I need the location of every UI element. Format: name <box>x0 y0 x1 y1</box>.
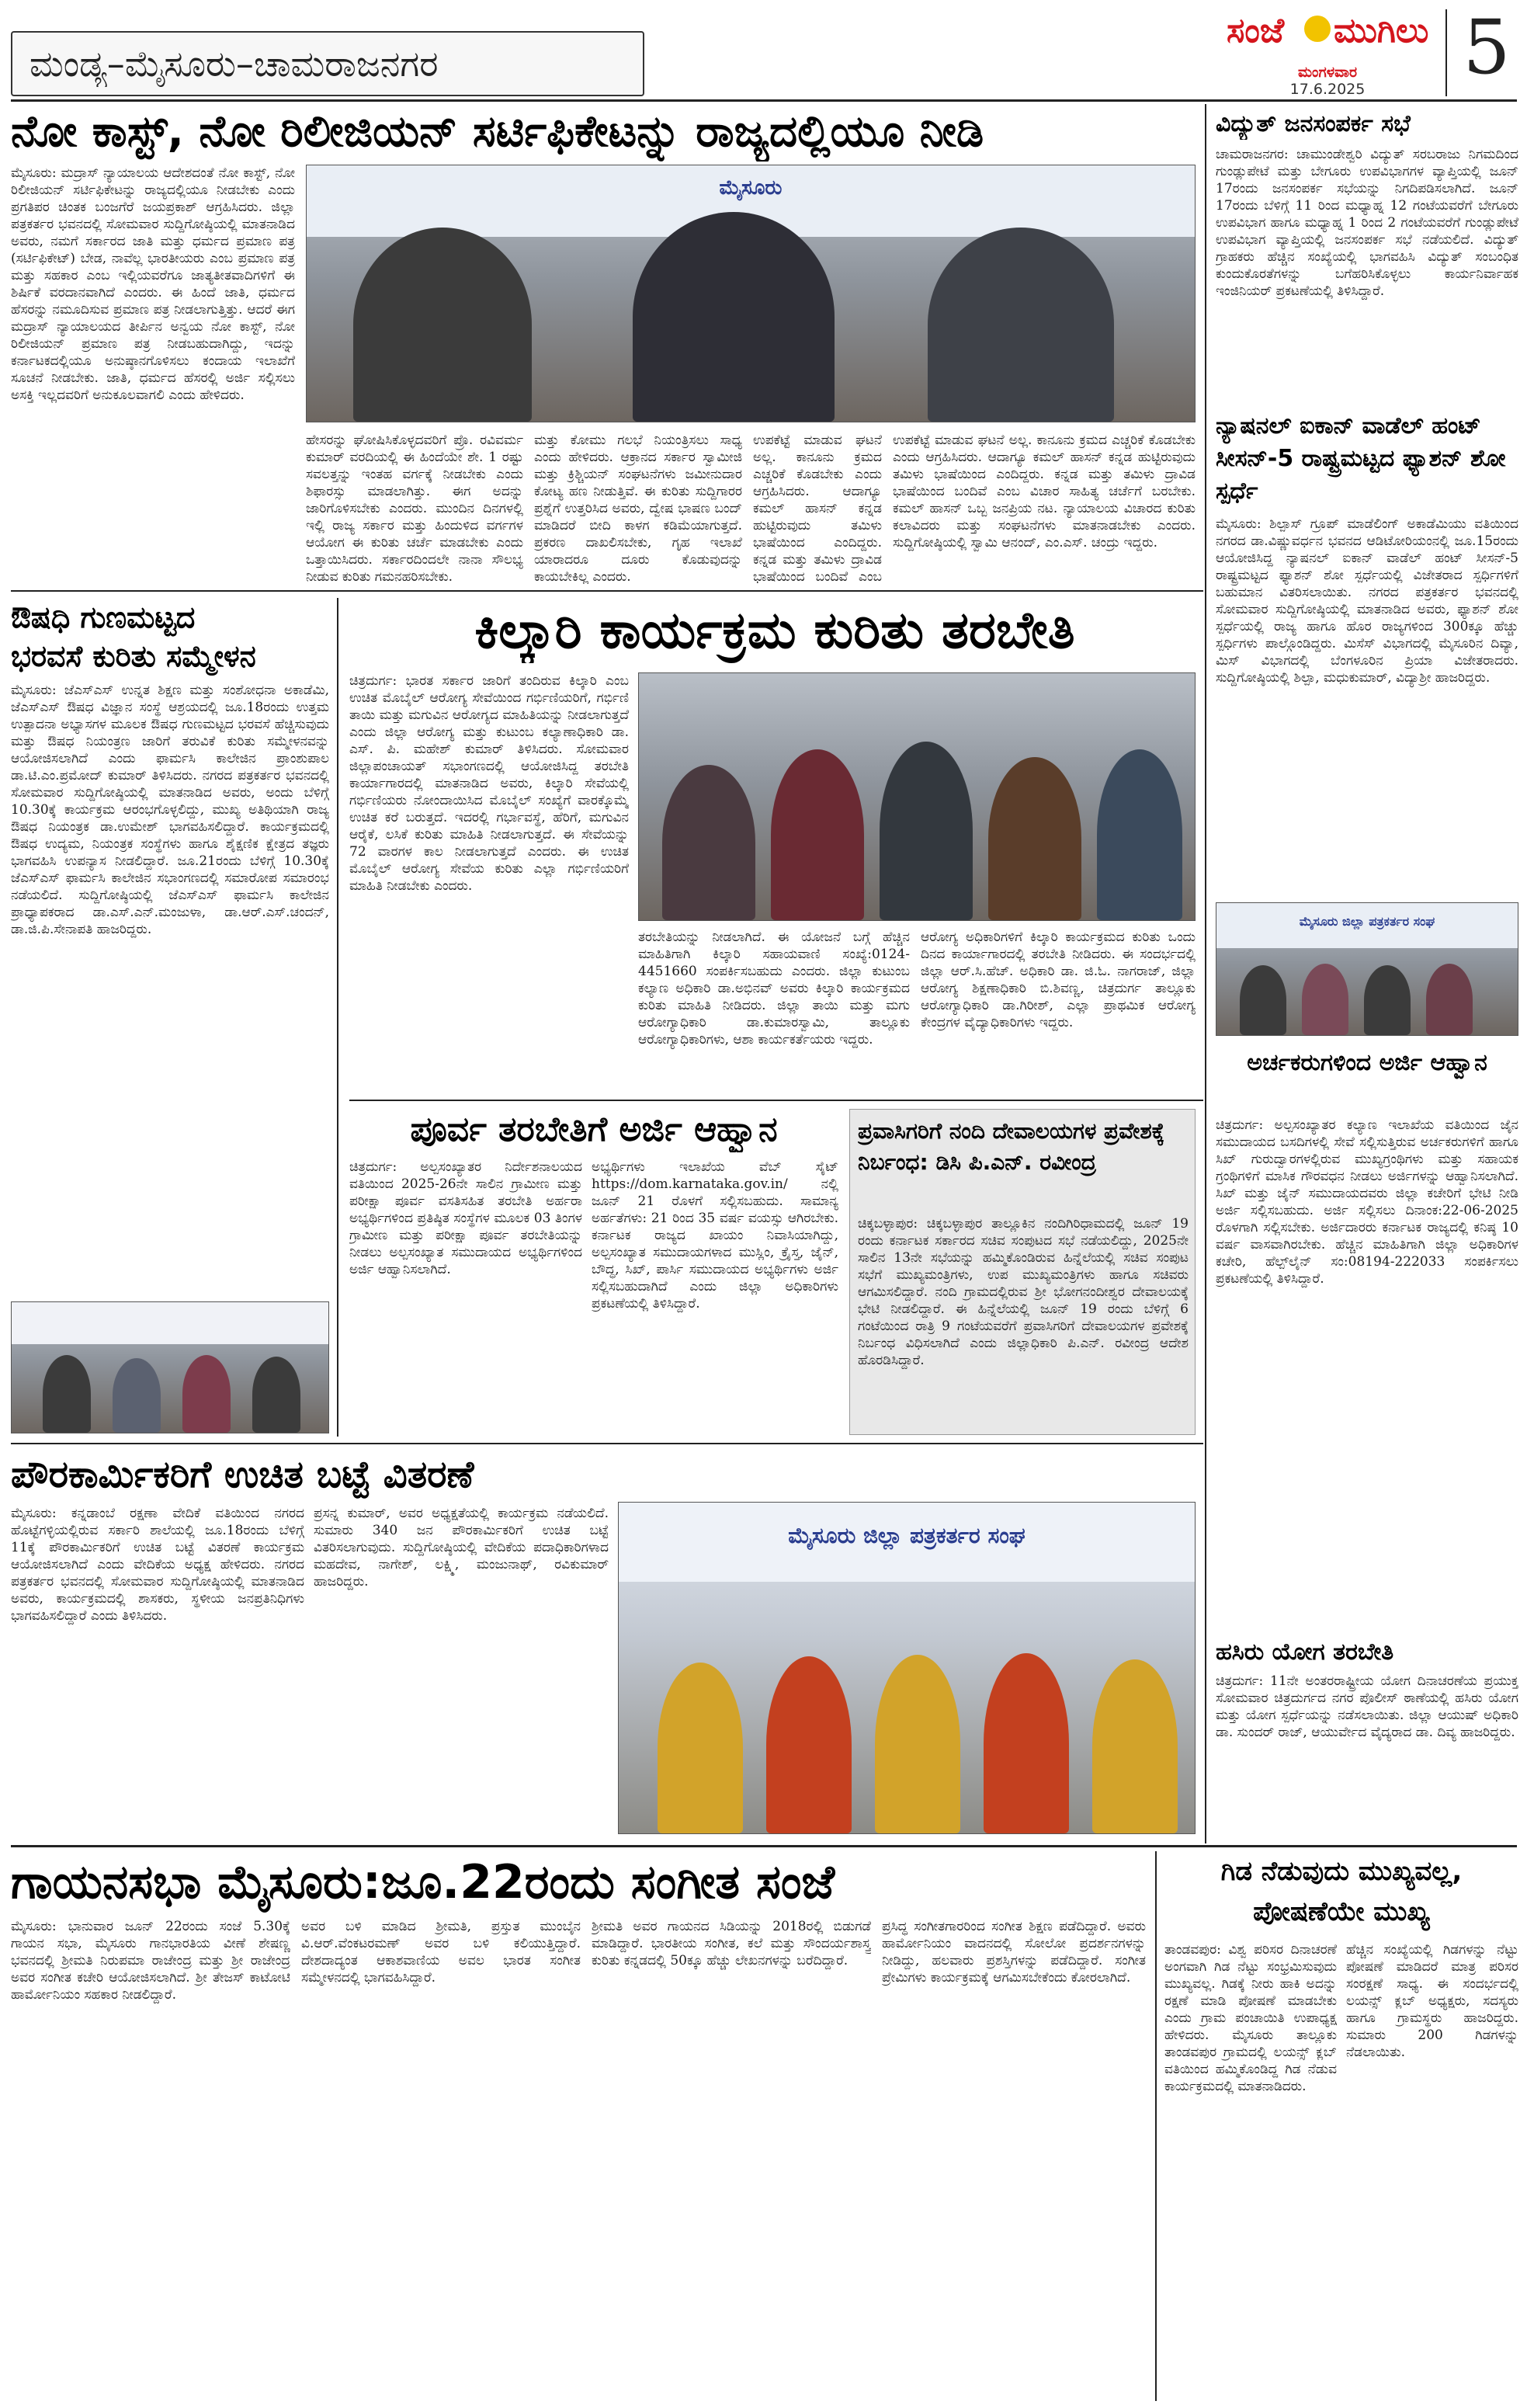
right-photo <box>1216 902 1518 1036</box>
story8-col2: ಹೆಚ್ಚಿನ ಸಂಖ್ಯೆಯಲ್ಲಿ ಗಿಡಗಳನ್ನು ನೆಟ್ಟು ಪೋಷಣೆ ಮಾಡಿದರೆ ಮಾತ್ರ ಪರಿಸರ ಸಂರಕ್ಷಣೆ ಸಾಧ್ಯ. ಈ ಸಂದರ್ಭದಲ್ಲಿ ಲಯನ್ಸ್ ಕ್ಲಬ್ ಅಧ್ಯಕ್ಷರು, ಸದಸ್ಯರು ಹಾಗೂ ಗ್ರಾಮಸ್ಥರು ಹಾಜರಿದ್ದರು. ಸುಮಾರು 200 ಗಿಡಗಳನ್ನು ನೆಡಲಾಯಿತು. <box>1346 1942 1518 2060</box>
right-column-rule <box>1205 104 1206 1843</box>
story4-bottom-rule <box>11 1443 1203 1444</box>
story6-photo <box>618 1502 1196 1834</box>
story6-photo-banner: ಮೈಸೂರು ಜಿಲ್ಲಾ ಪತ್ರಕರ್ತರ ಸಂಘ <box>788 1523 1026 1548</box>
right-story-a-title: ವಿದ್ಯುತ್ ಜನಸಂಪರ್ಕ ಸಭೆ <box>1216 110 1411 137</box>
story6-bottom-rule <box>11 1845 1517 1847</box>
story7-col2: ಅವರ ಬಳಿ ಮಾಡಿದ ಶ್ರೀಮತಿ, ಪ್ರಸ್ತುತ ಮುಂಬೈನ ವಿ.ಆರ್.ವೆಂಕಟರಮಣ್ ಅವರ ಬಳಿ ಕಲಿಯುತ್ತಿದ್ದಾರೆ. ದೇಶದಾದ್ಯಂತ ಆಕಾಶವಾಣಿಯ ಅವಲ ಭಾರತ ಸಂಗೀತ ಸಮ್ಮೇಳನದಲ್ಲಿ ಭಾಗವಹಿಸಿದ್ದಾರೆ. <box>301 1919 581 1986</box>
story3-rule <box>349 1100 1203 1101</box>
section-title: ಮಂಡ್ಯ–ಮೈಸೂರು–ಚಾಮರಾಜನಗರ <box>29 43 439 85</box>
right-story-d-body: ಚಿತ್ರದುರ್ಗ: 11ನೇ ಅಂತರರಾಷ್ಟ್ರೀಯ ಯೋಗ ದಿನಾಚರಣೆಯ ಪ್ರಯುಕ್ತ ಸೋಮವಾರ ಚಿತ್ರದುರ್ಗದ ನಗರ ಪೊಲೀಸ್ ಠಾಣೆಯಲ್ಲಿ ಹಸಿರು ಯೋಗ ಮತ್ತು ಯೋಗ ಸ್ಪರ್ಧೆಯನ್ನು ನಡೆಸಲಾಯಿತು. ಜಿಲ್ಲಾ ಆಯುಷ್ ಅಧಿಕಾರಿ ಡಾ. ಸುಂದರ್ ರಾಜ್, ಆಯುರ್ವೇದ ವೈದ್ಯರಾದ ಡಾ. ದಿವ್ಯ ಹಾಜರಿದ್ದರು. <box>1216 1673 1518 1740</box>
right-photo-banner: ಮೈಸೂರು ಜಿಲ್ಲಾ ಪತ್ರಕರ್ತರ ಸಂಘ <box>1299 914 1435 929</box>
story3-photo <box>638 672 1196 921</box>
brand-left: ಸಂಜೆ <box>1227 11 1285 50</box>
masthead-divider <box>1445 9 1447 96</box>
story2-photo <box>11 1301 329 1433</box>
story2-title-1: ಔಷಧಿ ಗುಣಮಟ್ಟದ <box>11 600 196 634</box>
story3-col2: ತರಬೇತಿಯನ್ನು ನೀಡಲಾಗಿದೆ. ಈ ಯೋಜನೆ ಬಗ್ಗೆ ಹೆಚ್ಚಿನ ಮಾಹಿತಿಗಾಗಿ ಕಿಲ್ಕಾರಿ ಸಹಾಯವಾಣಿ ಸಂಖ್ಯೆ:0124-4451660 ಸಂಪರ್ಕಿಸಬಹುದು ಎಂದರು. ಜಿಲ್ಲಾ ಕುಟುಂಬ ಕಲ್ಯಾಣ ಅಧಿಕಾರಿ ಡಾ.ಅಭಿನವ್ ಅವರು ಕಿಲ್ಕಾರಿ ಕಾರ್ಯಕ್ರಮದ ಕುರಿತು ಮಾಹಿತಿ ನೀಡಿದರು. ಜಿಲ್ಲಾ ತಾಯಿ ಮತ್ತು ಮಗು ಆರೋಗ್ಯಾಧಿಕಾರಿ ಡಾ.ಕುಮಾರಸ್ವಾಮಿ, ತಾಲ್ಲೂಕು ಆರೋಗ್ಯಾಧಿಕಾರಿಗಳು, ಆಶಾ ಕಾರ್ಯಕರ್ತೆಯರು ಇದ್ದರು. <box>638 929 910 1048</box>
masthead <box>0 0 1527 101</box>
right-story-b-body: ಮೈಸೂರು: ಶಿಲ್ಪಾಸ್ ಗ್ರೂಪ್ ಮಾಡೆಲಿಂಗ್ ಅಕಾಡೆಮಿಯು ವತಿಯಿಂದ ನಗರದ ಡಾ.ವಿಷ್ಣುವರ್ಧನ ಭವನದ ಆಡಿಟೋರಿಯಂನಲ್ಲಿ ಜೂ.15ರಂದು ಆಯೋಜಿಸಿದ್ದ ನ್ಯಾಷನಲ್ ಐಕಾನ್ ವಾಡೆಲ್ ಹಂಟ್ ಸೀಸನ್-5 ರಾಷ್ಟ್ರಮಟ್ಟದ ಫ್ಯಾಶನ್ ಶೋ ಸ್ಪರ್ಧೆಯಲ್ಲಿ ವಿಜೇತರಾದ ಸ್ಪರ್ಧಿಗಳಿಗೆ ಬಹುಮಾನ ವಿತರಿಸಲಾಯಿತು. ನಗರದ ಪತ್ರಕರ್ತರ ಭವನದಲ್ಲಿ ಸೋಮವಾರ ಸುದ್ದಿಗೋಷ್ಠಿಯಲ್ಲಿ ಮಾತನಾಡಿದ ಅವರು, ಫ್ಯಾಶನ್ ಶೋ ಸ್ಪರ್ಧೆಯಲ್ಲಿ ರಾಜ್ಯ ಹಾಗೂ ಹೊರ ರಾಜ್ಯಗಳಿಂದ 300ಕ್ಕೂ ಹೆಚ್ಚು ಸ್ಪರ್ಧಿಗಳು ಪಾಲ್ಗೊಂಡಿದ್ದರು. ಮಿಸೆಸ್ ವಿಭಾಗದಲ್ಲಿ ಮೈಸೂರಿನ ದಿವ್ಯಾ, ಮಿಸ್ ವಿಭಾಗದಲ್ಲಿ ಬೆಂಗಳೂರಿನ ಪ್ರಿಯಾ ವಿಜೇತರಾದರು. ಸುದ್ದಿಗೋಷ್ಠಿಯಲ್ಲಿ ಶಿಲ್ಪಾ, ಮಧುಕುಮಾರ್, ವಿದ್ಯಾಶ್ರೀ ಹಾಜರಿದ್ದರು. <box>1216 516 1518 686</box>
right-story-c-title: ಅರ್ಚಕರುಗಳಿಂದ ಅರ್ಜಿ ಆಹ್ವಾನ <box>1247 1049 1487 1076</box>
story1-col1: ಮೈಸೂರು: ಮದ್ರಾಸ್ ನ್ಯಾಯಾಲಯ ಆದೇಶದಂತೆ ನೋ ಕಾಸ್ಟ್, ನೋ ರಿಲೀಜಿಯನ್ ಸರ್ಟಿಫಿಕೇಟನ್ನು ರಾಜ್ಯದಲ್ಲಿಯೂ ನೀಡಬೇಕು ಎಂದು ಪ್ರಗತಿಪರ ಚಿಂತಕ ಬಂಜಗೆರೆ ಜಯಪ್ರಕಾಶ್ ಆಗ್ರಹಿಸಿದರು. ಜಿಲ್ಲಾ ಪತ್ರಕರ್ತರ ಭವನದಲ್ಲಿ ಸೋಮವಾರ ಸುದ್ದಿಗೋಷ್ಠಿಯಲ್ಲಿ ಮಾತನಾಡಿದ ಅವರು, ನಮಗೆ ಸರ್ಕಾರದ ಜಾತಿ ಮತ್ತು ಧರ್ಮದ ಪ್ರಮಾಣ ಪತ್ರ (ಸರ್ಟಿಫಿಕೇಟ್) ಬೇಡ, ನಾವೆಲ್ಲ ಭಾರತೀಯರು ಎಂಬ ಪ್ರಮಾಣ ಪತ್ರ ಮತ್ತು ಸಹಕಾರ ಎಂಬ ಇಲ್ಲಿಯವರೆಗೂ ಜಾತ್ಯತೀತವಾದಿಗಳಿಗೆ ಈ ಶಿರ್ಷಿಕೆ ವರದಾನವಾಗಿದೆ ಎಂದರು. ಈ ಹಿಂದೆ ಜಾತಿ, ಧರ್ಮದ ಹೆಸರನ್ನು ನಮೂದಿಸುವ ಪ್ರಮಾಣ ಪತ್ರ ನೀಡಲಾಗುತ್ತಿತ್ತು. ಆದರೆ ಈಗ ಮದ್ರಾಸ್ ನ್ಯಾಯಾಲಯದ ತೀರ್ಪಿನ ಅನ್ವಯ ನೋ ಕಾಸ್ಟ್, ನೋ ರಿಲೀಜಿಯನ್ ಪ್ರಮಾಣ ಪತ್ರ ನೀಡಬಹುದಾಗಿದ್ದು, ಇದನ್ನು ಕರ್ನಾಟಕದಲ್ಲಿಯೂ ಅನುಷ್ಠಾನಗೊಳಿಸಲು ಕಂದಾಯ ಇಲಾಖೆಗೆ ಸೂಚನೆ ನೀಡಬೇಕು. ಜಾತಿ, ಧರ್ಮದ ಹೆಸರಲ್ಲಿ ಅರ್ಜಿ ಸಲ್ಲಿಸಲು ಅಸಕ್ತಿ ಇಲ್ಲದವರಿಗೆ ಅನುಕೂಲವಾಗಲಿ ಎಂದು ಹೇಳಿದರು. <box>11 165 295 403</box>
page-number: 5 <box>1463 4 1511 91</box>
story5-box <box>849 1109 1196 1435</box>
story1-bottom-rule <box>11 590 1203 592</box>
sun-icon <box>1304 16 1331 42</box>
story6-headline: ಪೌರಕಾರ್ಮಿಕರಿಗೆ ಉಚಿತ ಬಟ್ಟೆ ವಿತರಣೆ <box>11 1453 474 1496</box>
section-banner <box>11 31 644 96</box>
story1-col3: ಮತ್ತು ಕೋಮು ಗಲಭೆ ನಿಯಂತ್ರಿಸಲು ಸಾಧ್ಯ ಎಂದು ಹೇಳಿದರು. ಆಕ್ರಾನದ ಸರ್ಕಾರ ಸ್ವಾಮೀಜಿ ಮತ್ತು ಕ್ರಿಶ್ಚಿಯನ್ ಸಂಘಟನೆಗಳು ಜಮೀನುದಾರ ಕೋಟ್ಯ ಹಣ ನೀಡುತ್ತಿವೆ. ಈ ಕುರಿತು ಸುದ್ದಿಗಾರರ ಪ್ರಶ್ನೆಗೆ ಉತ್ತರಿಸಿದ ಅವರು, ದ್ವೇಷ ಭಾಷಣ ಬಂದ್ ಮಾಡಿದರೆ ಬೀದಿ ಕಾಳಗ ಕಡಿಮೆಯಾಗುತ್ತದೆ. ಪ್ರಕರಣ ದಾಖಲಿಸಬೇಕು, ಗೃಹ ಇಲಾಖೆ ಯಾರಾದರೂ ದೂರು ಕೊಡುವುದನ್ನು ಕಾಯಬೇಕಿಲ್ಲ ಎಂದರು. <box>534 433 742 584</box>
story2-title-2: ಭರವಸೆ ಕುರಿತು ಸಮ್ಮೇಳನ <box>11 639 256 673</box>
story1-photo <box>306 165 1196 422</box>
right-story-d-title: ಹಸಿರು ಯೋಗ ತರಬೇತಿ <box>1216 1638 1394 1666</box>
right-story-b-title: ನ್ಯಾಷನಲ್ ಐಕಾನ್ ವಾಡೆಲ್ ಹಂಟ್ ಸೀಸನ್-5 ರಾಷ್ಟ್ರಮಟ್ಟದ ಫ್ಯಾಶನ್ ಶೋ ಸ್ಪರ್ಧೆ <box>1216 412 1506 505</box>
story6-col2: ಪ್ರಸನ್ನ ಕುಮಾರ್, ಅವರ ಅಧ್ಯಕ್ಷತೆಯಲ್ಲಿ ಕಾರ್ಯಕ್ರಮ ನಡೆಯಲಿದೆ. ಸುಮಾರು 340 ಜನ ಪೌರಕಾರ್ಮಿಕರಿಗೆ ಉಚಿತ ಬಟ್ಟೆ ವಿತರಿಸಲಾಗುವುದು. ಸುದ್ದಿಗೋಷ್ಠಿಯಲ್ಲಿ ವೇದಿಕೆಯ ಪದಾಧಿಕಾರಿಗಳಾದ ಮಹದೇವ, ನಾಗೇಶ್, ಲಕ್ಷ್ಮಿ, ಮಂಜುನಾಥ್, ರವಿಕುಮಾರ್ ಹಾಜರಿದ್ದರು. <box>314 1506 609 1590</box>
masthead-rule <box>11 99 1517 102</box>
story6-col1: ಮೈಸೂರು: ಕನ್ನಡಾಂಬೆ ರಕ್ಷಣಾ ವೇದಿಕೆ ವತಿಯಿಂದ ನಗರದ ಹೊಟ್ಟೆಗಳ್ಳಿಯಲ್ಲಿರುವ ಸರ್ಕಾರಿ ಶಾಲೆಯಲ್ಲಿ ಜೂ.18ರಂದು ಬೆಳಿಗ್ಗೆ 11ಕ್ಕೆ ಪೌರಕಾರ್ಮಿಕರಿಗೆ ಉಚಿತ ಬಟ್ಟೆ ವಿತರಣೆ ಕಾರ್ಯಕ್ರಮ ಆಯೋಜಿಸಲಾಗಿದೆ ಎಂದು ವೇದಿಕೆಯ ಅಧ್ಯಕ್ಷ ಹೇಳಿದರು. ನಗರದ ಪತ್ರಕರ್ತರ ಭವನದಲ್ಲಿ ಸೋಮವಾರ ಸುದ್ದಿಗೋಷ್ಠಿಯಲ್ಲಿ ಮಾತನಾಡಿದ ಅವರು, ಕಾರ್ಯಕ್ರಮದಲ್ಲಿ ಶಾಸಕರು, ಸ್ಥಳೀಯ ಜನಪ್ರತಿನಿಧಿಗಳು ಭಾಗವಹಿಸಲಿದ್ದಾರೆ ಎಂದು ತಿಳಿಸಿದರು. <box>11 1506 304 1624</box>
day-label: ಮಂಗಳವಾರ <box>1297 64 1358 81</box>
story3-col3: ಆರೋಗ್ಯ ಅಧಿಕಾರಿಗಳಿಗೆ ಕಿಲ್ಕಾರಿ ಕಾರ್ಯಕ್ರಮದ ಕುರಿತು ಒಂದು ದಿನದ ಕಾರ್ಯಾಗಾರದಲ್ಲಿ ತರಬೇತಿ ನೀಡಿದರು. ಈ ಸಂದರ್ಭದಲ್ಲಿ ಜಿಲ್ಲಾ ಆರ್.ಸಿ.ಹೆಚ್. ಅಧಿಕಾರಿ ಡಾ. ಜಿ.ಓ. ನಾಗರಾಜ್, ಜಿಲ್ಲಾ ಆರೋಗ್ಯ ಶಿಕ್ಷಣಾಧಿಕಾರಿ ಬಿ.ಶಿವಣ್ಣ, ಚಿತ್ರದುರ್ಗ ತಾಲ್ಲೂಕು ಆರೋಗ್ಯಾಧಿಕಾರಿ ಡಾ.ಗಿರೀಶ್, ಎಲ್ಲಾ ಪ್ರಾಥಮಿಕ ಆರೋಗ್ಯ ಕೇಂದ್ರಗಳ ವೈದ್ಯಾಧಿಕಾರಿಗಳು ಇದ್ದರು. <box>921 929 1196 1030</box>
story4-col1: ಚಿತ್ರದುರ್ಗ: ಅಲ್ಪಸಂಖ್ಯಾತರ ನಿರ್ದೇಶನಾಲಯದ ವತಿಯಿಂದ 2025-26ನೇ ಸಾಲಿನ ಗ್ರಾಮೀಣ ಮತ್ತು ಪರೀಕ್ಷಾ ಪೂರ್ವ ವಸತಿಸಹಿತ ತರಬೇತಿ ಅರ್ಹರಾ ಅಭ್ಯರ್ಥಿಗಳಿಂದ ಪ್ರತಿಷ್ಠಿತ ಸಂಸ್ಥೆಗಳ ಮೂಲಕ 03 ತಿಂಗಳ ಗ್ರಾಮೀಣ ಮತ್ತು ಪರೀಕ್ಷಾ ಪೂರ್ವ ತರಬೇತಿಯನ್ನು ನೀಡಲು ಅಲ್ಪಸಂಖ್ಯಾತ ಸಮುದಾಯದ ಅಭ್ಯರ್ಥಿಗಳಿಂದ ಅರ್ಜಿ ಆಹ್ವಾನಿಸಲಾಗಿದೆ. <box>349 1159 582 1277</box>
story7-col4: ಪ್ರಸಿದ್ಧ ಸಂಗೀತಗಾರರಿಂದ ಸಂಗೀತ ಶಿಕ್ಷಣ ಪಡೆದಿದ್ದಾರೆ. ಅವರು ಹಾರ್ಮೋನಿಯಂ ವಾದನದಲ್ಲಿ ಸೋಲೋ ಪ್ರದರ್ಶನಗಳನ್ನು ನೀಡಿದ್ದು, ಹಲವಾರು ಪ್ರಶಸ್ತಿಗಳನ್ನು ಪಡೆದಿದ್ದಾರೆ. ಸಂಗೀತ ಪ್ರೇಮಿಗಳು ಕಾರ್ಯಕ್ರಮಕ್ಕೆ ಆಗಮಿಸಬೇಕೆಂದು ಕೋರಲಾಗಿದೆ. <box>882 1919 1146 1986</box>
right-story-a-body: ಚಾಮರಾಜನಗರ: ಚಾಮುಂಡೇಶ್ವರಿ ವಿದ್ಯುತ್ ಸರಬರಾಜು ನಿಗಮದಿಂದ ಗುಂಡ್ಲುಪೇಟೆ ಮತ್ತು ಬೇಗೂರು ಉಪವಿಭಾಗಗಳ ವ್ಯಾಪ್ತಿಯಲ್ಲಿ ಜೂನ್ 17ರಂದು ಜನಸಂಪರ್ಕ ಸಭೆಯನ್ನು ನಿಗದಿಪಡಿಸಲಾಗಿದೆ. ಜೂನ್ 17ರಂದು ಬೆಳಿಗ್ಗೆ 11 ರಿಂದ ಮಧ್ಯಾಹ್ನ 12 ಗಂಟೆಯವರೆಗೆ ಬೇಗೂರು ಉಪವಿಭಾಗ ಹಾಗೂ ಮಧ್ಯಾಹ್ನ 1 ರಿಂದ 2 ಗಂಟೆಯವರೆಗೆ ಗುಂಡ್ಲುಪೇಟೆ ಉಪವಿಭಾಗ ವ್ಯಾಪ್ತಿಯಲ್ಲಿ ಜನಸಂಪರ್ಕ ಸಭೆ ನಡೆಯಲಿದೆ. ವಿದ್ಯುತ್ ಗ್ರಾಹಕರು ಹೆಚ್ಚಿನ ಸಂಖ್ಯೆಯಲ್ಲಿ ಭಾಗವಹಿಸಿ ವಿದ್ಯುತ್ ಸಂಬಂಧಿತ ಕುಂದುಕೊರತೆಗಳನ್ನು ಬಗೆಹರಿಸಿಕೊಳ್ಳಲು ಕಾರ್ಯನಿರ್ವಾಹಕ ಇಂಜಿನಿಯರ್ ಪ್ರಕಟಣೆಯಲ್ಲಿ ತಿಳಿಸಿದ್ದಾರೆ. <box>1216 147 1518 299</box>
story3-headline: ಕಿಲ್ಕಾರಿ ಕಾರ್ಯಕ್ರಮ ಕುರಿತು ತರಬೇತಿ <box>474 600 1075 660</box>
story7-headline: ಗಾಯನಸಭಾ ಮೈಸೂರು:ಜೂ.22ರಂದು ಸಂಗೀತ ಸಂಜೆ <box>11 1855 835 1909</box>
story1-col2: ಹೇಸರನ್ನು ಘೋಷಿಸಿಕೊಳ್ಳದವರಿಗೆ ಪ್ರೊ. ರವಿವರ್ಮ ಕುಮಾರ್ ವರದಿಯಲ್ಲಿ ಈ ಹಿಂದೆಯೇ ಶೇ. 1 ರಷ್ಟು ಸವಲತ್ತನ್ನು ಇಂತಹ ವರ್ಗಕ್ಕೆ ನೀಡಬೇಕು ಎಂದು ಶಿಫಾರಸ್ಸು ಮಾಡಲಾಗಿತ್ತು. ಈಗ ಅದನ್ನು ಜಾರಿಗೊಳಿಸಬೇಕು ಎಂದರು. ಮುಂದಿನ ದಿನಗಳಲ್ಲಿ ಇಲ್ಲಿ ರಾಜ್ಯ ಸರ್ಕಾರ ಮತ್ತು ಹಿಂದುಳಿದ ವರ್ಗಗಳ ಆಯೋಗ ಈ ಕುರಿತು ಚರ್ಚೆ ಮಾಡಬೇಕು ಎಂದು ಒತ್ತಾಯಿಸಿದರು. ಸರ್ಕಾರದಿಂದಲೇ ನಾನಾ ಸೌಲಭ್ಯ ನೀಡುವ ಕುರಿತು ಗಮನಹರಿಸಬೇಕು. <box>306 433 523 584</box>
story8-headline: ಗಿಡ ನೆಡುವುದು ಮುಖ್ಯವಲ್ಲ, ಪೋಷಣೆಯೇ ಮುಖ್ಯ <box>1220 1856 1463 1927</box>
story1-col4-top: ಉಪಕೆಟ್ಟೆ ಮಾಡುವ ಘಟನೆ ಅಲ್ಲ. ಕಾನೂನು ಕ್ರಮದ ಎಚ್ಚರಿಕೆ ಕೊಡಬೇಕು ಎಂದು ಆಗ್ರಹಿಸಿದರು. ಆದಾಗ್ಯೂ ಕಮಲ್ ಹಾಸನ್ ಕನ್ನಡ ಹುಟ್ಟಿರುವುದು ತಮಿಳು ಭಾಷೆಯಿಂದ ಎಂದಿದ್ದರು. ಕನ್ನಡ ಮತ್ತು ತಮಿಳು ದ್ರಾವಿಡ ಭಾಷೆಯಿಂದ ಬಂದಿವೆ ಎಂಬ <box>753 433 882 584</box>
story7-col1: ಮೈಸೂರು: ಭಾನುವಾರ ಜೂನ್ 22ರಂದು ಸಂಜೆ 5.30ಕ್ಕೆ ಗಾಯನ ಸಭಾ, ಮೈಸೂರು ಗಾನಭಾರತಿಯ ವೀಣೆ ಶೇಷಣ್ಣ ಭವನದಲ್ಲಿ ಶ್ರೀಮತಿ ನಿರುಪಮಾ ರಾಜೇಂದ್ರ ಮತ್ತು ಶ್ರೀ ರಾಜೇಂದ್ರ ಅವರ ಸಂಗೀತ ಕಚೇರಿ ಆಯೋಜಿಸಲಾಗಿದೆ. ಶ್ರೀ ತೇಜಸ್ ಕಾಟೋಟಿ ಹಾರ್ಮೋನಿಯಂ ಸಹಕಾರ ನೀಡಲಿದ್ದಾರೆ. <box>11 1919 290 2003</box>
story1-photo-banner: ಮೈಸೂರು <box>719 176 783 200</box>
story2-body: ಮೈಸೂರು: ಜೆಎಸ್‌ಎಸ್ ಉನ್ನತ ಶಿಕ್ಷಣ ಮತ್ತು ಸಂಶೋಧನಾ ಅಕಾಡೆಮಿ, ಜೆಎಸ್‌ಎಸ್ ಔಷಧ ವಿಜ್ಞಾನ ಸಂಸ್ಥೆ ಆಶ್ರಯದಲ್ಲಿ ಜೂ.18ರಂದು ಉತ್ತಮ ಉತ್ಪಾದನಾ ಅಭ್ಯಾಸಗಳ ಮೂಲಕ ಔಷಧ ಗುಣಮಟ್ಟದ ಭರವಸೆ ಹೆಚ್ಚಿಸುವುದು ಮತ್ತು ಔಷಧ ನಿಯಂತ್ರಣ ಜಾರಿಗೆ ತರುವಿಕೆ ಕುರಿತು ಸಮ್ಮೇಳನವನ್ನು ಆಯೋಜಿಸಲಾಗಿದೆ ಎಂದು ಫಾರ್ಮಸಿ ಕಾಲೇಜಿನ ಪ್ರಾಂಶುಪಾಲ ಡಾ.ಟಿ.ಎಂ.ಪ್ರಮೋದ್ ಕುಮಾರ್ ತಿಳಿಸಿದರು. ನಗರದ ಪತ್ರಕರ್ತರ ಭವನದಲ್ಲಿ ಸೋಮವಾರ ಸುದ್ದಿಗೋಷ್ಠಿಯಲ್ಲಿ ಮಾತನಾಡಿದ ಅವರು, ಅಂದು ಬೆಳಿಗ್ಗೆ 10.30ಕ್ಕೆ ಕಾರ್ಯಕ್ರಮ ಆರಂಭಗೊಳ್ಳಲಿದ್ದು, ಮುಖ್ಯ ಅತಿಥಿಯಾಗಿ ರಾಜ್ಯ ಔಷಧ ನಿಯಂತ್ರಕ ಡಾ.ಉಮೇಶ್ ಭಾಗವಹಿಸಲಿದ್ದಾರೆ. ಕಾರ್ಯಕ್ರಮದಲ್ಲಿ ಔಷಧ ಉದ್ಯಮ, ನಿಯಂತ್ರಕ ಸಂಸ್ಥೆಗಳು ಹಾಗೂ ಶೈಕ್ಷಣಿಕ ಕ್ಷೇತ್ರದ ತಜ್ಞರು ಭಾಗವಹಿಸಿ ಉಪನ್ಯಾಸ ನೀಡಲಿದ್ದಾರೆ. ಜೂ.21ರಂದು ಬೆಳಿಗ್ಗೆ 10.30ಕ್ಕೆ ಜೆಎಸ್‌ಎಸ್ ಫಾರ್ಮಸಿ ಕಾಲೇಜಿನ ಸಭಾಂಗಣದಲ್ಲಿ ಸಮಾರೋಪ ಸಮಾರಂಭ ನಡೆಯಲಿದೆ. ಸುದ್ದಿಗೋಷ್ಠಿಯಲ್ಲಿ ಜೆಎಸ್‌ಎಸ್ ಫಾರ್ಮಸಿ ಕಾಲೇಜಿನ ಪ್ರಾಧ್ಯಾಪಕರಾದ ಡಾ.ಎಸ್.ಎನ್.ಮಂಜುಳಾ, ಡಾ.ಆರ್.ಎಸ್.ಚಂದನ್, ಡಾ.ಜಿ.ಪಿ.ಸೇನಾಪತಿ ಹಾಜರಿದ್ದರು. <box>11 683 329 937</box>
story2-rule <box>337 598 338 1437</box>
story1-col4-block: ಉಪಕೆಟ್ಟೆ ಮಾಡುವ ಘಟನೆ ಅಲ್ಲ. ಕಾನೂನು ಕ್ರಮದ ಎಚ್ಚರಿಕೆ ಕೊಡಬೇಕು ಎಂದು ಆಗ್ರಹಿಸಿದರು. ಆದಾಗ್ಯೂ ಕಮಲ್ ಹಾಸನ್ ಕನ್ನಡ ಹುಟ್ಟಿರುವುದು ತಮಿಳು ಭಾಷೆಯಿಂದ ಎಂದಿದ್ದರು. ಕನ್ನಡ ಮತ್ತು ತಮಿಳು ದ್ರಾವಿಡ ಭಾಷೆಯಿಂದ ಬಂದಿವೆ ಎಂಬ ವಿಚಾರ ಸಾಹಿತ್ಯ ಚರ್ಚೆಗೆ ಬರಬೇಕು. ಕಮಲ್ ಹಾಸನ್ ಒಬ್ಬ ಜನಪ್ರಿಯ ನಟ. ನ್ಯಾಯಾಲಯ ವಿಚಾರದ ಕುರಿತು ಕಲಾವಿದರು ಮತ್ತು ಸಂಘಟನೆಗಳು ಮಾತನಾಡಬೇಕು ಎಂದರು. ಸುದ್ದಿಗೋಷ್ಠಿಯಲ್ಲಿ ಸ್ವಾಮಿ ಆನಂದ್, ಎಂ.ಎಸ್. ಚಂದ್ರು ಇದ್ದರು. <box>893 433 1196 551</box>
story8-col1: ತಾಂಡವಪುರ: ವಿಶ್ವ ಪರಿಸರ ದಿನಾಚರಣೆ ಅಂಗವಾಗಿ ಗಿಡ ನೆಟ್ಟು ಸಂಭ್ರಮಿಸುವುದು ಮುಖ್ಯವಲ್ಲ. ಗಿಡಕ್ಕೆ ನೀರು ಹಾಕಿ ಅದನ್ನು ರಕ್ಷಣೆ ಮಾಡಿ ಪೋಷಣೆ ಮಾಡಬೇಕು ಎಂದು ಗ್ರಾಮ ಪಂಚಾಯಿತಿ ಉಪಾಧ್ಯಕ್ಷ ಹೇಳಿದರು. ಮೈಸೂರು ತಾಲ್ಲೂಕು ತಾಂಡವಪುರ ಗ್ರಾಮದಲ್ಲಿ ಲಯನ್ಸ್ ಕ್ಲಬ್ ವತಿಯಿಂದ ಹಮ್ಮಿಕೊಂಡಿದ್ದ ಗಿಡ ನೆಡುವ ಕಾರ್ಯಕ್ರಮದಲ್ಲಿ ಮಾತನಾಡಿದರು. <box>1164 1942 1337 2094</box>
brand-logo <box>1227 11 1444 65</box>
date-label: 17.6.2025 <box>1289 81 1366 98</box>
story4-col2: ಅಭ್ಯರ್ಥಿಗಳು ಇಲಾಖೆಯ ವೆಬ್ ಸೈಟ್ https://dom.karnataka.gov.in/ ನಲ್ಲಿ ಜೂನ್ 21 ರೊಳಗೆ ಸಲ್ಲಿಸಬಹುದು. ಸಾಮಾನ್ಯ ಅರ್ಹತೆಗಳು: 21 ರಿಂದ 35 ವರ್ಷ ವಯಸ್ಸು ಆಗಿರಬೇಕು. ಕರ್ನಾಟಕ ರಾಜ್ಯದ ಖಾಯಂ ನಿವಾಸಿಯಾಗಿದ್ದು, ಅಲ್ಪಸಂಖ್ಯಾತ ಸಮುದಾಯಗಳಾದ ಮುಸ್ಲಿಂ, ಕ್ರೈಸ್ತ, ಜೈನ್, ಬೌದ್ಧ, ಸಿಖ್, ಪಾರ್ಸಿ ಸಮುದಾಯದ ಅಭ್ಯರ್ಥಿಗಳು ಅರ್ಜಿ ಸಲ್ಲಿಸಬಹುದಾಗಿದೆ ಎಂದು ಜಿಲ್ಲಾ ಅಧಿಕಾರಿಗಳು ಪ್ರಕಟಣೆಯಲ್ಲಿ ತಿಳಿಸಿದ್ದಾರೆ. <box>592 1159 838 1312</box>
brand-right: ಮುಗಿಲು <box>1334 11 1429 50</box>
story7-col3: ಶ್ರೀಮತಿ ಅವರ ಗಾಯನದ ಸಿಡಿಯನ್ನು 2018ರಲ್ಲಿ ಬಿಡುಗಡೆ ಮಾಡಿದ್ದಾರೆ. ಭಾರತೀಯ ಸಂಗೀತ, ಕಲೆ ಮತ್ತು ಸೌಂದರ್ಯಶಾಸ್ತ್ರ ಕುರಿತು ಕನ್ನಡದಲ್ಲಿ 50ಕ್ಕೂ ಹೆಚ್ಚು ಲೇಖನಗಳನ್ನು ಬರೆದಿದ್ದಾರೆ. <box>592 1919 871 1968</box>
story8-rule <box>1155 1851 1157 2401</box>
story4-headline: ಪೂರ್ವ ತರಬೇತಿಗೆ ಅರ್ಜಿ ಆಹ್ವಾನ <box>410 1110 778 1149</box>
story5-headline: ಪ್ರವಾಸಿಗರಿಗೆ ನಂದಿ ದೇವಾಲಯಗಳ ಪ್ರವೇಶಕ್ಕೆ ನಿರ್ಬಂಧ: ಡಿಸಿ ಪಿ.ಎನ್. ರವೀಂದ್ರ <box>858 1118 1165 1175</box>
right-story-c-body: ಚಿತ್ರದುರ್ಗ: ಅಲ್ಪಸಂಖ್ಯಾತರ ಕಲ್ಯಾಣ ಇಲಾಖೆಯ ವತಿಯಿಂದ ಜೈನ ಸಮುದಾಯದ ಬಸದಿಗಳಲ್ಲಿ ಸೇವೆ ಸಲ್ಲಿಸುತ್ತಿರುವ ಅರ್ಚಕರುಗಳಿಗೆ ಹಾಗೂ ಸಿಖ್ ಗುರುದ್ವಾರಗಳಲ್ಲಿರುವ ಮುಖ್ಯಗ್ರಂಥಿಗಳು ಮತ್ತು ಸಹಾಯಕ ಗ್ರಂಥಿಗಳಿಗೆ ಮಾಸಿಕ ಗೌರವಧನ ನೀಡಲು ಅರ್ಜಿಗಳನ್ನು ಆಹ್ವಾನಿಸಲಾಗಿದೆ. ಸಿಖ್ ಮತ್ತು ಜೈನ್ ಸಮುದಾಯದವರು ಜಿಲ್ಲಾ ಕಚೇರಿಗೆ ಭೇಟಿ ನೀಡಿ ಅರ್ಜಿ ಸಲ್ಲಿಸಬಹುದು. ಅರ್ಜಿ ಸಲ್ಲಿಸಲು ದಿನಾಂಕ:22-06-2025 ರೊಳಗಾಗಿ ಸಲ್ಲಿಸಬೇಕು. ಅರ್ಜಿದಾರರು ಕರ್ನಾಟಕ ರಾಜ್ಯದಲ್ಲಿ ಕನಿಷ್ಠ 10 ವರ್ಷ ವಾಸವಾಗಿರಬೇಕು. ಹೆಚ್ಚಿನ ಮಾಹಿತಿಗಾಗಿ ಜಿಲ್ಲಾ ಅಧಿಕಾರಿಗಳ ಕಚೇರಿ, ಹೆಲ್ಪ್‌ಲೈನ್ ಸಂ:08194-222033 ಸಂಪರ್ಕಿಸಲು ಪ್ರಕಟಣೆಯಲ್ಲಿ ತಿಳಿಸಿದ್ದಾರೆ. <box>1216 1117 1518 1287</box>
story1-headline: ನೋ ಕಾಸ್ಟ್, ನೋ ರಿಲೀಜಿಯನ್ ಸರ್ಟಿಫಿಕೇಟನ್ನು ರಾಜ್ಯದಲ್ಲಿಯೂ ನೀಡಿ <box>11 106 984 157</box>
story5-body: ಚಿಕ್ಕಬಳ್ಳಾಪುರ: ಚಿಕ್ಕಬಳ್ಳಾಪುರ ತಾಲ್ಲೂಕಿನ ನಂದಿಗಿರಿಧಾಮದಲ್ಲಿ ಜೂನ್ 19 ರಂದು ಕರ್ನಾಟಕ ಸರ್ಕಾರದ ಸಚಿವ ಸಂಪುಟದ ಸಭೆ ನಡೆಯಲಿದ್ದು, 2025ನೇ ಸಾಲಿನ 13ನೇ ಸಭೆಯನ್ನು ಹಮ್ಮಿಕೊಂಡಿರುವ ಹಿನ್ನೆಲೆಯಲ್ಲಿ ಸಚಿವ ಸಂಪುಟ ಸಭೆಗೆ ಮುಖ್ಯಮಂತ್ರಿಗಳು, ಉಪ ಮುಖ್ಯಮಂತ್ರಿಗಳು ಹಾಗೂ ಸಚಿವರು ಆಗಮಿಸಲಿದ್ದಾರೆ. ನಂದಿ ಗ್ರಾಮದಲ್ಲಿರುವ ಶ್ರೀ ಭೋಗನಂದೀಶ್ವರ ದೇವಾಲಯಕ್ಕೆ ಭೇಟಿ ನೀಡಲಿದ್ದಾರೆ. ಈ ಹಿನ್ನೆಲೆಯಲ್ಲಿ ಜೂನ್ 19 ರಂದು ಬೆಳಿಗ್ಗೆ 6 ಗಂಟೆಯಿಂದ ರಾತ್ರಿ 9 ಗಂಟೆಯವರೆಗೆ ಪ್ರವಾಸಿಗರಿಗೆ ದೇವಾಲಯಗಳ ಪ್ರವೇಶಕ್ಕೆ ನಿರ್ಬಂಧ ವಿಧಿಸಲಾಗಿದೆ ಎಂದು ಜಿಲ್ಲಾಧಿಕಾರಿ ಪಿ.ಎನ್. ರವೀಂದ್ರ ಆದೇಶ ಹೊರಡಿಸಿದ್ದಾರೆ. <box>858 1216 1189 1368</box>
story3-col1: ಚಿತ್ರದುರ್ಗ: ಭಾರತ ಸರ್ಕಾರ ಜಾರಿಗೆ ತಂದಿರುವ ಕಿಲ್ಕಾರಿ ಎಂಬ ಉಚಿತ ಮೊಬೈಲ್ ಆರೋಗ್ಯ ಸೇವೆಯಿಂದ ಗರ್ಭಿಣಿಯರಿಗೆ, ಗರ್ಭಿಣಿ ತಾಯಿ ಮತ್ತು ಮಗುವಿನ ಆರೋಗ್ಯದ ಮಾಹಿತಿಯನ್ನು ನೀಡಲಾಗುತ್ತದೆ ಎಂದು ಜಿಲ್ಲಾ ಆರೋಗ್ಯ ಮತ್ತು ಕುಟುಂಬ ಕಲ್ಯಾಣಾಧಿಕಾರಿ ಡಾ. ಎಸ್. ಪಿ. ಮಹೇಶ್ ಕುಮಾರ್ ತಿಳಿಸಿದರು. ಸೋಮವಾರ ಜಿಲ್ಲಾಪಂಚಾಯತ್ ಸಭಾಂಗಣದಲ್ಲಿ ಆಯೋಜಿಸಿದ್ದ ತರಬೇತಿ ಕಾರ್ಯಾಗಾರದಲ್ಲಿ ಮಾತನಾಡಿದ ಅವರು, ಕಿಲ್ಕಾರಿ ಸೇವೆಯಲ್ಲಿ ಗರ್ಭಿಣಿಯರು ನೋಂದಾಯಿಸಿದ ಮೊಬೈಲ್ ಸಂಖ್ಯೆಗೆ ವಾರಕ್ಕೊಮ್ಮೆ ಉಚಿತ ಕರೆ ಬರುತ್ತದೆ. ಇದರಲ್ಲಿ ಗರ್ಭಾವಸ್ಥೆ, ಹೆರಿಗೆ, ಮಗುವಿನ ಆರೈಕೆ, ಲಸಿಕೆ ಕುರಿತು ಮಾಹಿತಿ ನೀಡಲಾಗುತ್ತದೆ. ಈ ಸೇವೆಯನ್ನು 72 ವಾರಗಳ ಕಾಲ ನೀಡಲಾಗುತ್ತದೆ ಎಂದರು. ಈ ಉಚಿತ ಮೊಬೈಲ್ ಆರೋಗ್ಯ ಸೇವೆಯ ಕುರಿತು ಎಲ್ಲಾ ಗರ್ಭಿಣಿಯರಿಗೆ ಮಾಹಿತಿ ನೀಡಬೇಕು ಎಂದರು. <box>349 673 629 894</box>
